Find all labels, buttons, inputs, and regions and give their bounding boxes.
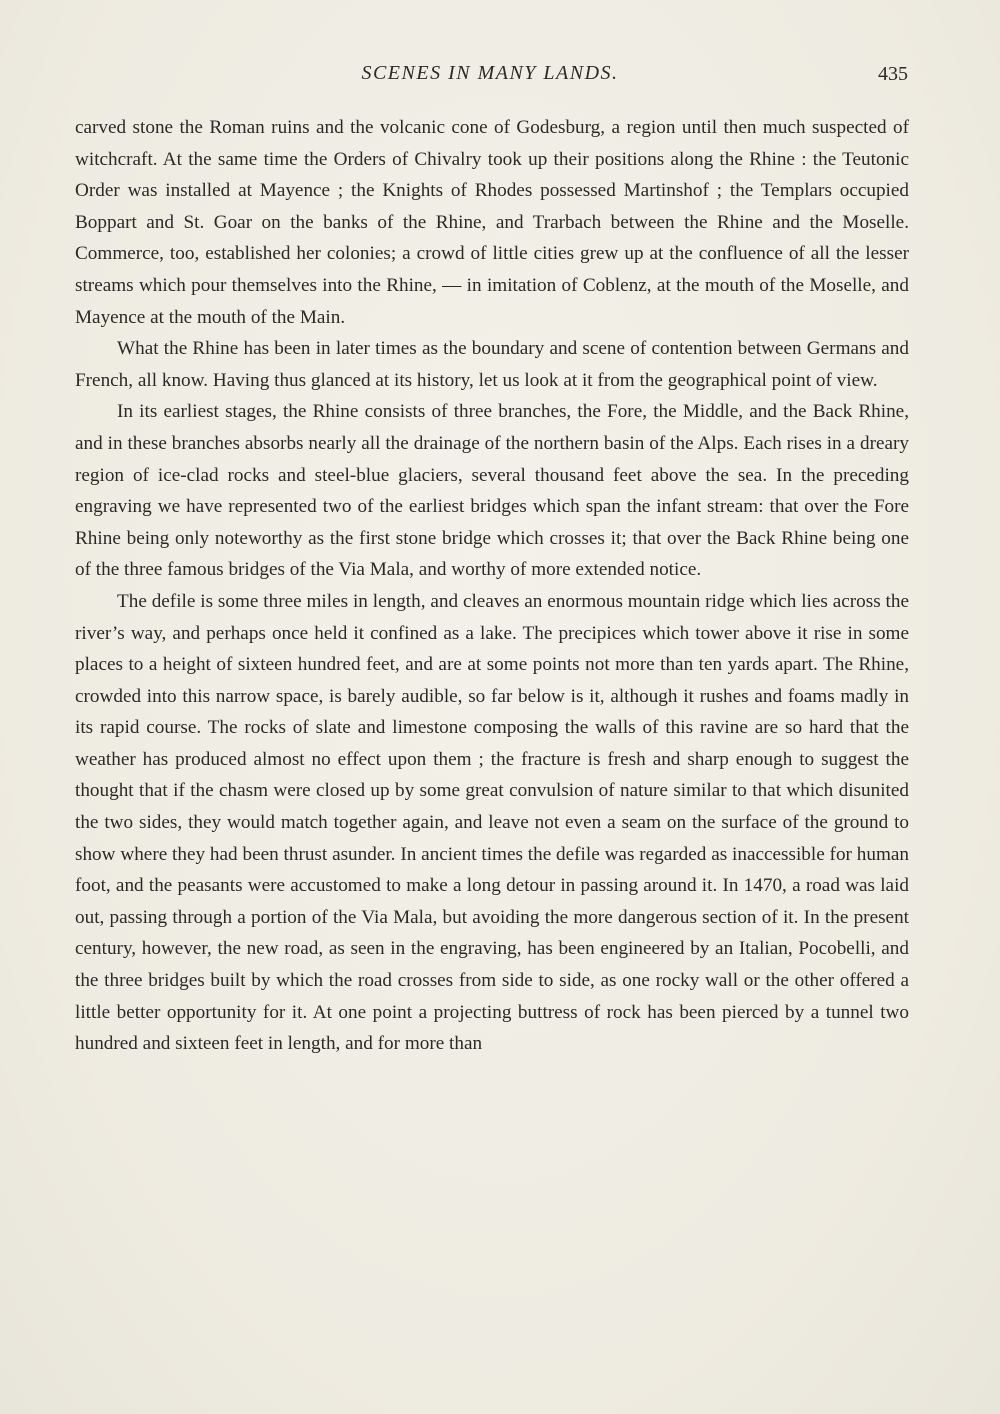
paragraph: What the Rhine has been in later times as the boundary and scene of contention between Germans and French, all know. Having thus glanced at its history, let us look at it from the geographical point of view. [75, 338, 909, 391]
paragraph: The defile is some three miles in length, and cleaves an enormous mountain ridge which lies across the river’s way, and perhaps once held it confined as a lake. The precipices which tower above it rise in some places to a height of sixteen hundred feet, and are at some points not more than ten yards apart. The Rhine, crowded into this narrow space, is barely audible, so far below is it, although it rushes and foams madly in its rapid course. The rocks of slate and limestone composing the walls of this ravine are so hard that the weather has produced almost no effect upon them ; the fracture is fresh and sharp enough to suggest the thought that if the chasm were closed up by some great convulsion of nature similar to that which disunited the two sides, they would match together again, and leave not even a seam on the surface of the ground to show where they had been thrust asunder. In ancient times the defile was regarded as inaccessible for human foot, and the peasants were accustomed to make a long detour in passing around it. In 1470, a road was laid out, passing through a portion of the Via Mala, but avoiding the more dangerous section of it. In the present century, however, the new road, as seen in the engraving, has been engineered by an Italian, Pocobelli, and the three bridges built by which the road crosses from side to side, as one rocky wall or the other offered a little better opportunity for it. At one point a projecting buttress of rock has been pierced by a tunnel two hundred and sixteen feet in length, and for more than [75, 590, 909, 1055]
paragraph-continuation: carved stone the Roman ruins and the volcanic cone of Godesburg, a region until then much suspected of witchcraft. At the same time the Orders of Chivalry took up their positions along the Rhine : the Teutonic Order was installed at Mayence ; the Knights of Rhodes possessed Martinshof ; the Templars occupied Boppart and St. Goar on the banks of the Rhine, and Trarbach between the Rhine and the Moselle. Commerce, too, established her colonies; a crowd of little cities grew up at the confluence of all the lesser streams which pour themselves into the Rhine, — in imitation of Coblenz, at the mouth of the Moselle, and Mayence at the mouth of the Main. [75, 117, 909, 328]
paragraph: In its earliest stages, the Rhine consists of three branches, the Fore, the Middle, and the Back Rhine, and in these branches absorbs nearly all the drainage of the northern basin of the Alps. Each rises in a dreary region of ice-clad rocks and steel-blue glaciers, several thousand feet above the sea. In the preceding engraving we have represented two of the earliest bridges which span the infant stream: that over the Fore Rhine being only noteworthy as the first stone bridge which crosses it; that over the Back Rhine being one of the three famous bridges of the Via Mala, and worthy of more extended notice. [75, 401, 909, 581]
body-text [75, 112, 909, 1060]
running-title: SCENES IN MANY LANDS. [361, 62, 619, 84]
running-head [0, 62, 1000, 92]
page-number: 435 [878, 63, 908, 85]
